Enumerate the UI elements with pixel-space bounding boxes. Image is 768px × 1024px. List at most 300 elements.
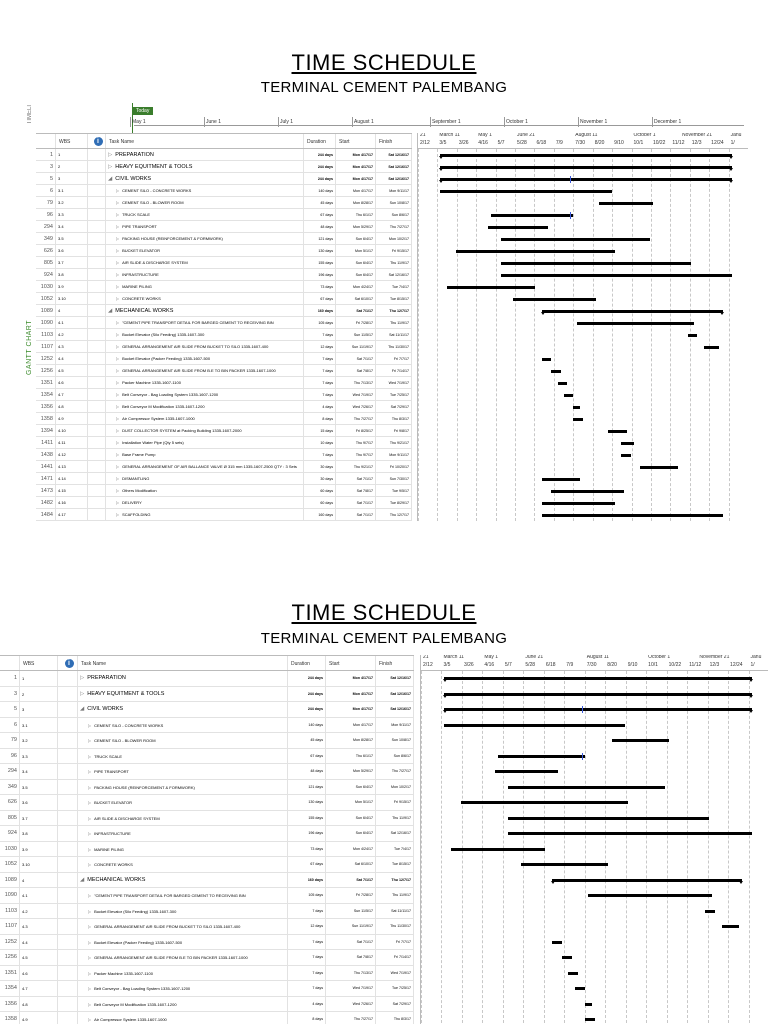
table-row[interactable] bbox=[36, 281, 412, 293]
header-task-name[interactable] bbox=[106, 134, 304, 148]
gantt-gridline bbox=[749, 671, 750, 1024]
row-finish: Sat 12/16/17 bbox=[376, 161, 412, 172]
task-bar[interactable] bbox=[588, 894, 712, 897]
header-wbs[interactable] bbox=[56, 134, 88, 148]
expand-toggle-icon[interactable]: ▷ bbox=[116, 512, 120, 517]
task-bar[interactable] bbox=[568, 972, 578, 975]
row-id: 79 bbox=[0, 733, 20, 748]
expand-toggle-icon[interactable]: ▷ bbox=[88, 815, 92, 821]
row-wbs: 4.2 bbox=[20, 904, 58, 919]
row-finish: Thu 9/21/17 bbox=[376, 437, 412, 448]
table-row[interactable] bbox=[36, 329, 412, 341]
row-indicator bbox=[88, 353, 106, 364]
expand-toggle-icon[interactable]: ▷ bbox=[116, 248, 120, 253]
scale-minor-label: 3/5 bbox=[439, 140, 447, 146]
row-indicator bbox=[88, 473, 106, 484]
row-finish: Fri 7/14/17 bbox=[376, 950, 414, 965]
expand-toggle-icon[interactable]: ▷ bbox=[116, 488, 120, 493]
row-start: Thu 7/13/17 bbox=[326, 966, 376, 981]
table-row[interactable] bbox=[36, 425, 412, 437]
header-start[interactable] bbox=[336, 134, 376, 148]
task-name-text: CONCRETE WORKS bbox=[122, 296, 161, 301]
task-bar[interactable] bbox=[585, 1003, 592, 1006]
task-bar[interactable] bbox=[542, 514, 723, 517]
task-bar[interactable] bbox=[495, 770, 559, 773]
expand-toggle-icon[interactable]: ▷ bbox=[116, 260, 120, 265]
expand-toggle-icon[interactable]: ▷ bbox=[88, 831, 92, 836]
expand-toggle-icon[interactable]: ▷ bbox=[116, 380, 120, 385]
row-id: 1356 bbox=[0, 997, 20, 1012]
row-id: 294 bbox=[36, 221, 56, 232]
scale-minor-label: 11/12 bbox=[672, 140, 685, 146]
table-row[interactable] bbox=[0, 826, 414, 842]
summary-bar[interactable] bbox=[444, 708, 752, 711]
row-duration: 7 days bbox=[288, 904, 326, 919]
expand-toggle-icon[interactable]: ▷ bbox=[116, 224, 120, 229]
table-row[interactable] bbox=[36, 413, 412, 425]
task-bar[interactable] bbox=[640, 466, 678, 469]
expand-toggle-icon[interactable]: ▷ bbox=[88, 862, 92, 867]
gantt-gridline bbox=[573, 149, 574, 521]
table-row[interactable] bbox=[0, 764, 414, 780]
header-duration[interactable] bbox=[288, 656, 326, 670]
expand-toggle-icon[interactable]: ▷ bbox=[116, 212, 120, 217]
task-bar[interactable] bbox=[440, 190, 611, 193]
expand-toggle-icon[interactable]: ▷ bbox=[116, 500, 120, 505]
table-row[interactable] bbox=[0, 1012, 414, 1024]
expand-toggle-icon[interactable]: ▷ bbox=[116, 416, 120, 421]
row-indicator bbox=[88, 497, 106, 508]
row-finish: Fri 9/15/17 bbox=[376, 245, 412, 256]
summary-bar[interactable] bbox=[444, 693, 752, 696]
row-duration: 12 days bbox=[288, 919, 326, 934]
scale-major-label: October 1 bbox=[633, 133, 656, 138]
row-start: Mon 5/29/17 bbox=[336, 221, 376, 232]
row-duration: 7 days bbox=[288, 981, 326, 996]
row-finish: Mon 9/11/17 bbox=[376, 718, 414, 733]
task-bar[interactable] bbox=[558, 382, 568, 385]
expand-toggle-icon[interactable]: ▷ bbox=[116, 428, 120, 433]
expand-toggle-icon[interactable]: ▷ bbox=[88, 800, 92, 805]
scale-major-label: August 11 bbox=[586, 655, 609, 660]
row-start: Mon 5/1/17 bbox=[336, 245, 376, 256]
table-row[interactable] bbox=[36, 317, 412, 329]
task-name-text: GENERAL ARRANGEMENT AIR SLIDE FROM BUCKET TO SILO 1335-1607-400 bbox=[122, 344, 269, 349]
expand-toggle-icon[interactable]: ▷ bbox=[108, 164, 113, 170]
task-bar[interactable] bbox=[501, 238, 650, 241]
expand-toggle-icon[interactable]: ▷ bbox=[116, 440, 120, 445]
row-start: Mon 8/28/17 bbox=[336, 197, 376, 208]
header-info[interactable] bbox=[58, 656, 78, 670]
row-id: 1438 bbox=[36, 449, 56, 460]
header-task-name[interactable] bbox=[78, 656, 288, 670]
table-row[interactable] bbox=[0, 702, 414, 718]
expand-toggle-icon[interactable]: ▷ bbox=[116, 188, 120, 193]
task-bar[interactable] bbox=[577, 322, 694, 325]
row-finish: Wed 7/19/17 bbox=[376, 966, 414, 981]
row-wbs: 4 bbox=[20, 873, 58, 888]
row-finish: Thu 11/9/17 bbox=[376, 811, 414, 826]
row-finish: Tue 7/4/17 bbox=[376, 281, 412, 292]
task-bar[interactable] bbox=[508, 832, 752, 835]
task-bar[interactable] bbox=[551, 490, 624, 493]
task-name-text: PACKING HOUSE (REINFORCEMENT & FORMWORK) bbox=[122, 236, 223, 241]
row-wbs: 3.2 bbox=[56, 197, 88, 208]
table-row[interactable] bbox=[36, 293, 412, 305]
table-row[interactable] bbox=[36, 377, 412, 389]
task-bar[interactable] bbox=[562, 956, 572, 959]
row-start: Thu 7/27/17 bbox=[326, 1012, 376, 1024]
row-indicator bbox=[88, 509, 106, 520]
expand-toggle-icon[interactable]: ▷ bbox=[116, 320, 120, 325]
table-row[interactable] bbox=[36, 221, 412, 233]
task-name-text: Air Compressor System 1335-1607-1000 bbox=[122, 416, 195, 421]
table-row[interactable] bbox=[36, 209, 412, 221]
task-bar[interactable] bbox=[542, 502, 615, 505]
table-row[interactable] bbox=[0, 981, 414, 997]
row-wbs: 4.17 bbox=[56, 509, 88, 520]
task-name-text: PREPARATION bbox=[87, 675, 126, 681]
task-bar[interactable] bbox=[542, 478, 580, 481]
row-id: 1354 bbox=[0, 981, 20, 996]
header-finish-label: Finish bbox=[379, 139, 393, 145]
scale-minor-label: 10/1 bbox=[648, 662, 658, 668]
gantt-gridline bbox=[708, 671, 709, 1024]
task-name-text: Others Modification bbox=[122, 488, 157, 493]
row-wbs: 3.9 bbox=[20, 842, 58, 857]
expand-toggle-icon[interactable]: ▷ bbox=[116, 332, 120, 337]
row-indicator bbox=[88, 185, 106, 196]
row-task-name bbox=[106, 233, 304, 244]
row-task-name bbox=[78, 764, 288, 779]
header-finish[interactable] bbox=[376, 656, 414, 670]
page-subtitle: TERMINAL CEMENT PALEMBANG bbox=[260, 79, 508, 96]
expand-toggle-icon[interactable]: ▷ bbox=[88, 970, 92, 976]
task-bar[interactable] bbox=[444, 724, 625, 727]
table-row[interactable] bbox=[36, 485, 412, 497]
row-start: Fri 7/28/17 bbox=[326, 888, 376, 903]
table-row[interactable] bbox=[0, 749, 414, 765]
expand-toggle-icon[interactable]: ▷ bbox=[88, 769, 92, 774]
expand-toggle-icon[interactable]: ▷ bbox=[116, 452, 120, 457]
gantt-gridline bbox=[441, 671, 442, 1024]
row-finish: Sun 10/8/17 bbox=[376, 733, 414, 748]
table-row[interactable] bbox=[0, 997, 414, 1013]
table-row[interactable] bbox=[36, 149, 412, 161]
progress-marker bbox=[570, 176, 571, 183]
header-finish[interactable] bbox=[376, 134, 412, 148]
task-bar[interactable] bbox=[575, 987, 585, 990]
expand-toggle-icon[interactable]: ▷ bbox=[88, 846, 92, 852]
row-finish: Sat 12/16/17 bbox=[376, 671, 414, 686]
expand-toggle-icon[interactable]: ▷ bbox=[88, 908, 92, 914]
gantt-chart-area bbox=[417, 133, 747, 521]
expand-toggle-icon[interactable]: ▷ bbox=[116, 356, 120, 361]
task-bar[interactable] bbox=[461, 801, 628, 804]
table-row[interactable] bbox=[36, 173, 412, 185]
row-indicator bbox=[88, 149, 106, 160]
expand-toggle-icon[interactable]: ▷ bbox=[88, 753, 92, 759]
row-indicator bbox=[58, 950, 78, 965]
row-wbs: 4.7 bbox=[56, 389, 88, 400]
task-name-text: DUST COLLECTOR SYSTEM at Packing Building 1335-1607-2000 bbox=[122, 428, 242, 433]
task-bar[interactable] bbox=[621, 442, 634, 445]
table-row[interactable] bbox=[36, 233, 412, 245]
expand-toggle-icon[interactable]: ▷ bbox=[116, 200, 120, 205]
row-start: Fri 8/25/17 bbox=[336, 425, 376, 436]
summary-bar[interactable] bbox=[440, 154, 732, 157]
table-row[interactable] bbox=[36, 461, 412, 473]
expand-toggle-icon[interactable]: ▷ bbox=[88, 722, 92, 728]
summary-bar[interactable] bbox=[444, 677, 752, 680]
expand-toggle-icon[interactable]: ▷ bbox=[116, 236, 120, 241]
row-indicator bbox=[58, 919, 78, 934]
task-bar[interactable] bbox=[552, 941, 562, 944]
row-duration: 30 days bbox=[304, 461, 336, 472]
task-bar[interactable] bbox=[513, 298, 596, 301]
task-bar[interactable] bbox=[585, 1018, 595, 1021]
header-duration[interactable] bbox=[304, 134, 336, 148]
row-duration: 67 days bbox=[288, 749, 326, 764]
expand-toggle-icon[interactable]: ▷ bbox=[108, 152, 113, 158]
table-row[interactable] bbox=[36, 305, 412, 317]
header-row-number bbox=[0, 656, 20, 670]
row-start: Sat 7/1/17 bbox=[336, 473, 376, 484]
expand-toggle-icon[interactable]: ▷ bbox=[116, 272, 120, 277]
table-row[interactable] bbox=[0, 950, 414, 966]
task-bar[interactable] bbox=[564, 394, 574, 397]
expand-toggle-icon[interactable]: ▷ bbox=[80, 690, 85, 697]
collapse-toggle-icon[interactable]: ◢ bbox=[108, 308, 113, 314]
task-bar[interactable] bbox=[508, 786, 665, 789]
row-indicator bbox=[58, 687, 78, 702]
task-bar[interactable] bbox=[608, 430, 627, 433]
row-start: Sat 6/10/17 bbox=[326, 857, 376, 872]
header-info[interactable] bbox=[88, 134, 106, 148]
row-task-name bbox=[78, 981, 288, 996]
gantt-gridline bbox=[709, 149, 710, 521]
expand-toggle-icon[interactable]: ▷ bbox=[88, 939, 92, 945]
task-bar[interactable] bbox=[612, 739, 669, 742]
task-bar[interactable] bbox=[688, 334, 698, 337]
task-bar[interactable] bbox=[551, 370, 561, 373]
expand-toggle-icon[interactable]: ▷ bbox=[88, 1017, 92, 1022]
row-wbs: 4.2 bbox=[56, 329, 88, 340]
info-icon: i bbox=[65, 659, 74, 668]
task-bar[interactable] bbox=[573, 406, 579, 409]
table-row[interactable] bbox=[36, 161, 412, 173]
gantt-gridline bbox=[626, 671, 627, 1024]
task-name-text: Bucket Elevator (Packer Feeding) 1335-1607-500 bbox=[94, 939, 183, 945]
row-start: Sun 6/4/17 bbox=[336, 233, 376, 244]
task-bar[interactable] bbox=[521, 863, 608, 866]
expand-toggle-icon[interactable]: ▷ bbox=[88, 986, 92, 991]
row-id: 1107 bbox=[36, 341, 56, 352]
row-indicator bbox=[58, 718, 78, 733]
row-task-name bbox=[78, 795, 288, 810]
table-row[interactable] bbox=[36, 389, 412, 401]
row-indicator bbox=[58, 811, 78, 826]
row-id: 1090 bbox=[36, 317, 56, 328]
table-row[interactable] bbox=[0, 795, 414, 811]
task-bar[interactable] bbox=[621, 454, 631, 457]
task-name-text: HEAVY EQUITMENT & TOOLS bbox=[87, 690, 165, 697]
expand-toggle-icon[interactable]: ▷ bbox=[116, 476, 120, 481]
task-bar[interactable] bbox=[705, 910, 715, 913]
row-task-name bbox=[106, 245, 304, 256]
row-duration: 30 days bbox=[304, 473, 336, 484]
task-name-text: PIPE TRANSPORT bbox=[122, 224, 157, 229]
row-task-name bbox=[78, 873, 288, 888]
row-finish: Tue 8/15/17 bbox=[376, 857, 414, 872]
row-task-name bbox=[106, 161, 304, 172]
row-duration: 155 days bbox=[304, 257, 336, 268]
table-row[interactable] bbox=[36, 257, 412, 269]
summary-bar[interactable] bbox=[440, 166, 732, 169]
expand-toggle-icon[interactable]: ▷ bbox=[88, 893, 92, 898]
row-wbs: 4.6 bbox=[20, 966, 58, 981]
row-task-name bbox=[106, 509, 304, 520]
table-row[interactable] bbox=[36, 365, 412, 377]
table-row[interactable] bbox=[36, 197, 412, 209]
row-task-name bbox=[78, 888, 288, 903]
scale-minor-label: 11/12 bbox=[689, 662, 702, 668]
task-bar[interactable] bbox=[491, 214, 574, 217]
row-start: Mon 4/17/17 bbox=[326, 718, 376, 733]
table-row[interactable] bbox=[36, 269, 412, 281]
row-id: 626 bbox=[36, 245, 56, 256]
table-row[interactable] bbox=[36, 437, 412, 449]
header-finish-label: Finish bbox=[379, 661, 393, 667]
expand-toggle-icon[interactable]: ▷ bbox=[88, 1001, 92, 1007]
table-row[interactable] bbox=[0, 780, 414, 796]
table-row[interactable] bbox=[0, 966, 414, 982]
row-id: 1471 bbox=[36, 473, 56, 484]
task-bar[interactable] bbox=[501, 262, 691, 265]
table-row[interactable] bbox=[0, 888, 414, 904]
task-bar[interactable] bbox=[722, 925, 739, 928]
row-duration: 45 days bbox=[288, 733, 326, 748]
expand-toggle-icon[interactable]: ▷ bbox=[116, 392, 120, 397]
table-row[interactable] bbox=[36, 185, 412, 197]
table-row[interactable] bbox=[0, 904, 414, 920]
expand-toggle-icon[interactable]: ▷ bbox=[88, 784, 92, 790]
table-row[interactable] bbox=[0, 919, 414, 935]
table-row[interactable] bbox=[0, 687, 414, 703]
header-start[interactable] bbox=[326, 656, 376, 670]
task-bar[interactable] bbox=[542, 358, 552, 361]
task-bar[interactable] bbox=[573, 418, 583, 421]
task-bar[interactable] bbox=[498, 755, 585, 758]
row-wbs: 4.9 bbox=[56, 413, 88, 424]
table-row[interactable] bbox=[36, 245, 412, 257]
row-id: 1354 bbox=[36, 389, 56, 400]
table-row[interactable] bbox=[36, 341, 412, 353]
expand-toggle-icon[interactable]: ▷ bbox=[116, 296, 120, 301]
expand-toggle-icon[interactable]: ▷ bbox=[116, 464, 120, 469]
row-wbs: 4.15 bbox=[56, 485, 88, 496]
table-row[interactable] bbox=[36, 509, 412, 521]
header-wbs[interactable] bbox=[20, 656, 58, 670]
task-bar[interactable] bbox=[451, 848, 545, 851]
expand-toggle-icon[interactable]: ▷ bbox=[88, 738, 92, 743]
task-name-text: MARINE PILING bbox=[94, 846, 124, 852]
table-row[interactable] bbox=[36, 449, 412, 461]
task-name-text: INFRASTRUCTURE bbox=[94, 831, 131, 836]
task-name-text: AIR SLIDE & DISCHARGE SYSTEM bbox=[122, 260, 188, 265]
table-row[interactable] bbox=[36, 473, 412, 485]
summary-bar[interactable] bbox=[440, 178, 732, 181]
collapse-toggle-icon[interactable]: ◢ bbox=[108, 176, 113, 182]
table-row[interactable] bbox=[0, 857, 414, 873]
expand-toggle-icon[interactable]: ▷ bbox=[88, 955, 92, 960]
row-wbs: 4.7 bbox=[20, 981, 58, 996]
table-row[interactable] bbox=[0, 718, 414, 734]
task-bar[interactable] bbox=[488, 226, 548, 229]
row-id: 1351 bbox=[0, 966, 20, 981]
row-wbs: 1 bbox=[56, 149, 88, 160]
row-task-name bbox=[106, 209, 304, 220]
timeline-tick-line bbox=[278, 117, 279, 127]
scale-minor-label: 4/16 bbox=[484, 662, 495, 668]
expand-toggle-icon[interactable]: ▷ bbox=[116, 404, 120, 409]
task-name-text: CEMENT SILO - BLOWER ROOM bbox=[94, 738, 156, 743]
expand-toggle-icon[interactable]: ▷ bbox=[116, 368, 120, 373]
task-bar[interactable] bbox=[456, 250, 615, 253]
task-bar[interactable] bbox=[599, 202, 653, 205]
row-id: 1107 bbox=[0, 919, 20, 934]
summary-bar[interactable] bbox=[552, 879, 743, 882]
table-row[interactable] bbox=[36, 497, 412, 509]
row-duration: 160 days bbox=[304, 509, 336, 520]
row-wbs: 3.9 bbox=[56, 281, 88, 292]
row-indicator bbox=[88, 197, 106, 208]
table-row[interactable] bbox=[0, 733, 414, 749]
task-bar[interactable] bbox=[704, 346, 720, 349]
collapse-toggle-icon[interactable]: ◢ bbox=[80, 706, 85, 712]
gantt-gridline bbox=[554, 149, 555, 521]
summary-bar[interactable] bbox=[542, 310, 723, 313]
table-row[interactable] bbox=[0, 811, 414, 827]
row-start: Thu 9/21/17 bbox=[336, 461, 376, 472]
table-row[interactable] bbox=[0, 935, 414, 951]
table-row[interactable] bbox=[36, 353, 412, 365]
row-id: 1052 bbox=[36, 293, 56, 304]
table-row[interactable] bbox=[0, 842, 414, 858]
task-bar[interactable] bbox=[501, 274, 733, 277]
expand-toggle-icon[interactable]: ▷ bbox=[116, 344, 120, 349]
row-wbs: 4.5 bbox=[20, 950, 58, 965]
task-bar[interactable] bbox=[447, 286, 536, 289]
table-header bbox=[0, 655, 414, 671]
row-task-name bbox=[106, 425, 304, 436]
table-row[interactable] bbox=[0, 873, 414, 889]
expand-toggle-icon[interactable]: ▷ bbox=[88, 924, 92, 929]
row-task-name bbox=[106, 173, 304, 184]
expand-toggle-icon[interactable]: ▷ bbox=[80, 675, 85, 681]
table-row[interactable] bbox=[36, 401, 412, 413]
row-duration: 121 days bbox=[304, 233, 336, 244]
row-task-name bbox=[106, 365, 304, 376]
collapse-toggle-icon[interactable]: ◢ bbox=[80, 876, 85, 883]
timeline-tick-line bbox=[504, 117, 505, 127]
expand-toggle-icon[interactable]: ▷ bbox=[116, 284, 120, 289]
table-row[interactable] bbox=[0, 671, 414, 687]
scale-major-label: 21 bbox=[423, 655, 429, 660]
row-start: Thu 6/1/17 bbox=[336, 209, 376, 220]
task-bar[interactable] bbox=[508, 817, 709, 820]
scale-major-label: Janu bbox=[730, 133, 742, 138]
